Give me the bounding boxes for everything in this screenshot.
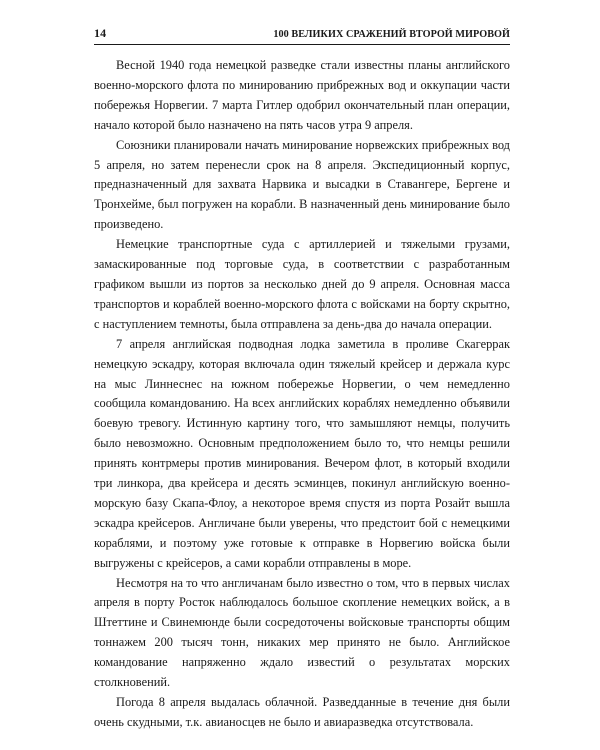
paragraph-3: Немецкие транспортные суда с артиллерией и тяжелыми грузами, замаскированные под торговые суда, в соответствии с разработанным графиком вышли из портов за несколько дней до 9 апреля. Основная масса транспортов и кораблей военно-морского флота с войсками на борту скрытно, с наступлением темноты, была отправлена за день-два до начала операции. xyxy=(94,237,510,331)
paragraph-6: Погода 8 апреля выдалась облачной. Разведданные в течение дня были очень скудными, т.к. авианосцев не было и авиаразведка отсутствовала. xyxy=(94,695,510,729)
paragraph-4: 7 апреля английская подводная лодка заметила в проливе Скагеррак немецкую эскадру, которая включала один тяжелый крейсер и держала курс на мыс Линнеснес на южном побережье Норвегии, о чем немедленно сообщила командованию. На всех английских кораблях немедленно объявили боевую тревогу. Истинную картину того, что замышляют немцы, получить было невозможно. Основным предположением было то, что немцы решили принять контрмеры против минирования. Вечером флот, в который входили три линкора, два крейсера и десять эсминцев, покинул английскую военно-морскую базу Скапа-Флоу, а некоторое время спустя из порта Розайт вышла эскадра крейсеров. Англичане были уверены, что предстоит бой с немецкими кораблями, и поэтому уже готовые к отправке в Норвегию войска были выгружены с крейсеров, а сами корабли отправлены в море. xyxy=(94,336,510,570)
book-page xyxy=(94,26,510,733)
body-text xyxy=(94,56,510,733)
running-title: 100 ВЕЛИКИХ СРАЖЕНИЙ ВТОРОЙ МИРОВОЙ xyxy=(273,29,510,40)
paragraph-5: Несмотря на то что англичанам было известно о том, что в первых числах апреля в порту Росток наблюдалось большое скопление немецких войск, а в Штеттине и Свинемюнде были сосредоточены войсковые транспорты общим тоннажем 200 тысяч тонн, никаких мер принято не было. Английское командование напряженно ждало известий о результатах морских столкновений. xyxy=(94,575,510,690)
paragraph-2: Союзники планировали начать минирование норвежских прибрежных вод 5 апреля, но затем перенесли срок на 8 апреля. Экспедиционный корпус, предназначенный для захвата Нарвика и высадки в Ставангере, Бергене и Тронхейме, был погружен на корабли. В назначенный день минирование было произведено. xyxy=(94,137,510,232)
page-number: 14 xyxy=(94,26,107,40)
paragraph-1: Весной 1940 года немецкой разведке стали известны планы английского военно-морского флота по минированию прибрежных вод и оккупации части побережья Норвегии. 7 марта Гитлер одобрил окончательный план операции, начало которой было назначено на пять часов утра 9 апреля. xyxy=(94,58,510,132)
running-header xyxy=(94,26,510,45)
